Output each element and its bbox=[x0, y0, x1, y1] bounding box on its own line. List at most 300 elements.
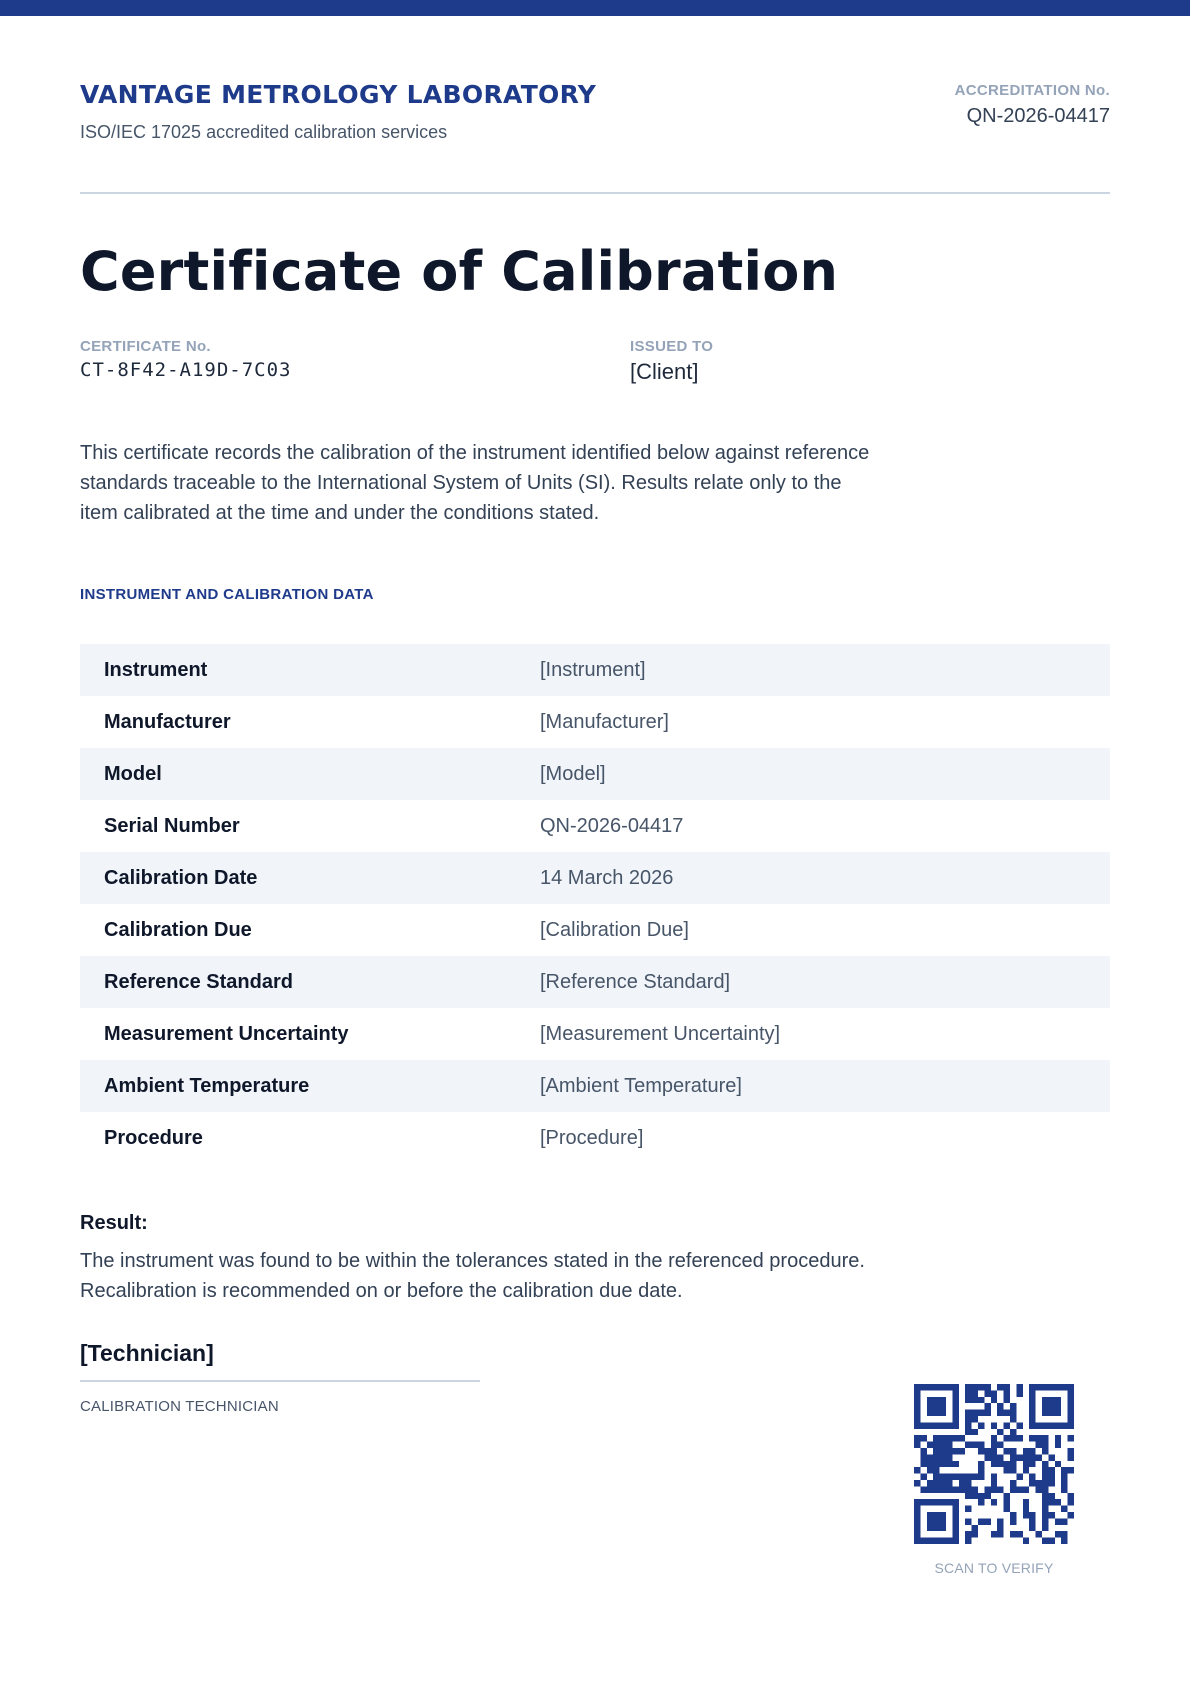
qr-module bbox=[927, 1422, 933, 1428]
qr-module bbox=[984, 1518, 990, 1524]
qr-module bbox=[927, 1461, 933, 1467]
qr-module bbox=[933, 1518, 939, 1524]
qr-module bbox=[984, 1410, 990, 1416]
qr-module bbox=[1042, 1422, 1048, 1428]
qr-module bbox=[940, 1422, 946, 1428]
qr-module bbox=[1061, 1422, 1067, 1428]
qr-module bbox=[1061, 1467, 1067, 1473]
qr-module bbox=[952, 1422, 958, 1428]
lab-tagline: ISO/IEC 17025 accredited calibration services bbox=[80, 122, 448, 142]
qr-module bbox=[972, 1429, 978, 1435]
qr-module bbox=[927, 1454, 933, 1460]
qr-module bbox=[914, 1435, 920, 1441]
qr-module bbox=[1048, 1474, 1054, 1480]
qr-module bbox=[933, 1448, 939, 1454]
qr-module bbox=[1010, 1467, 1016, 1473]
qr-module bbox=[946, 1384, 952, 1390]
qr-module bbox=[933, 1486, 939, 1492]
qr-module bbox=[927, 1384, 933, 1390]
qr-module bbox=[978, 1410, 984, 1416]
row-key: Procedure bbox=[104, 1127, 203, 1149]
qr-module bbox=[914, 1512, 920, 1518]
qr-module bbox=[959, 1474, 965, 1480]
qr-module bbox=[927, 1518, 933, 1524]
qr-module bbox=[1042, 1512, 1048, 1518]
qr-module bbox=[1048, 1454, 1054, 1460]
qr-module bbox=[1036, 1422, 1042, 1428]
qr-module bbox=[927, 1486, 933, 1492]
qr-module bbox=[1023, 1467, 1029, 1473]
qr-module bbox=[1004, 1435, 1010, 1441]
qr-module bbox=[1036, 1435, 1042, 1441]
qr-module bbox=[1004, 1397, 1010, 1403]
qr-module bbox=[1048, 1397, 1054, 1403]
qr-module bbox=[927, 1512, 933, 1518]
qr-module bbox=[997, 1403, 1003, 1409]
qr-module bbox=[1029, 1480, 1035, 1486]
qr-module bbox=[1023, 1499, 1029, 1505]
qr-module bbox=[946, 1461, 952, 1467]
row-key: Measurement Uncertainty bbox=[104, 1023, 349, 1045]
issued-to-block bbox=[630, 338, 713, 385]
qr-module bbox=[965, 1422, 971, 1428]
qr-module bbox=[1042, 1486, 1048, 1492]
qr-module bbox=[965, 1416, 971, 1422]
qr-module bbox=[920, 1538, 926, 1544]
qr-module bbox=[914, 1538, 920, 1544]
qr-module bbox=[1042, 1474, 1048, 1480]
qr-module bbox=[914, 1499, 920, 1505]
qr-module bbox=[1048, 1538, 1054, 1544]
qr-module bbox=[1029, 1390, 1035, 1396]
qr-module bbox=[1016, 1384, 1022, 1390]
qr-module bbox=[914, 1467, 920, 1473]
qr-module bbox=[933, 1525, 939, 1531]
qr-module bbox=[965, 1531, 971, 1537]
qr-module bbox=[1042, 1442, 1048, 1448]
table-row bbox=[80, 1060, 1110, 1112]
qr-module bbox=[1055, 1422, 1061, 1428]
qr-module bbox=[991, 1461, 997, 1467]
qr-module bbox=[1068, 1435, 1074, 1441]
qr-module bbox=[1048, 1480, 1054, 1486]
qr-module bbox=[1042, 1435, 1048, 1441]
qr-module bbox=[959, 1448, 965, 1454]
qr-module bbox=[933, 1397, 939, 1403]
qr-module bbox=[1036, 1454, 1042, 1460]
qr-module bbox=[1029, 1518, 1035, 1524]
qr-module bbox=[933, 1474, 939, 1480]
qr-module bbox=[991, 1474, 997, 1480]
qr-module bbox=[914, 1390, 920, 1396]
qr-module bbox=[1036, 1442, 1042, 1448]
qr-module bbox=[978, 1467, 984, 1473]
qr-module bbox=[1048, 1384, 1054, 1390]
qr-module bbox=[1029, 1474, 1035, 1480]
table-row bbox=[80, 904, 1110, 956]
table-row bbox=[80, 696, 1110, 748]
qr-module bbox=[991, 1454, 997, 1460]
qr-module bbox=[972, 1442, 978, 1448]
qr-module bbox=[991, 1435, 997, 1441]
table-row bbox=[80, 1008, 1110, 1060]
qr-module bbox=[946, 1538, 952, 1544]
qr-module bbox=[965, 1480, 971, 1486]
header-divider bbox=[80, 192, 1110, 194]
qr-module bbox=[914, 1422, 920, 1428]
qr-module bbox=[984, 1493, 990, 1499]
qr-module bbox=[1042, 1493, 1048, 1499]
qr-module bbox=[940, 1538, 946, 1544]
qr-module bbox=[1004, 1422, 1010, 1428]
qr-module bbox=[946, 1448, 952, 1454]
qr-module bbox=[1004, 1493, 1010, 1499]
qr-module bbox=[1016, 1435, 1022, 1441]
qr-module bbox=[914, 1442, 920, 1448]
signature-line bbox=[80, 1380, 480, 1382]
qr-module bbox=[978, 1422, 984, 1428]
qr-module bbox=[959, 1435, 965, 1441]
qr-module bbox=[978, 1461, 984, 1467]
qr-module bbox=[1068, 1467, 1074, 1473]
qr-module bbox=[946, 1499, 952, 1505]
qr-module bbox=[972, 1397, 978, 1403]
qr-module bbox=[927, 1499, 933, 1505]
row-key: Calibration Due bbox=[104, 919, 252, 941]
qr-module bbox=[1010, 1410, 1016, 1416]
qr-module bbox=[1042, 1461, 1048, 1467]
qr-module bbox=[972, 1493, 978, 1499]
qr-module bbox=[927, 1397, 933, 1403]
qr-module bbox=[1055, 1397, 1061, 1403]
header bbox=[80, 80, 1110, 160]
qr-module bbox=[1061, 1531, 1067, 1537]
qr-module bbox=[1061, 1486, 1067, 1492]
row-value: [Calibration Due] bbox=[540, 919, 689, 941]
row-key: Ambient Temperature bbox=[104, 1075, 310, 1097]
qr-module bbox=[1029, 1384, 1035, 1390]
qr-module bbox=[952, 1384, 958, 1390]
qr-module bbox=[1068, 1384, 1074, 1390]
qr-module bbox=[1068, 1416, 1074, 1422]
qr-module bbox=[997, 1518, 1003, 1524]
qr-module bbox=[1055, 1442, 1061, 1448]
qr-module bbox=[1004, 1467, 1010, 1473]
qr-module bbox=[952, 1390, 958, 1396]
qr-module bbox=[991, 1397, 997, 1403]
issued-to-label: ISSUED TO bbox=[630, 338, 714, 355]
qr-module bbox=[933, 1422, 939, 1428]
technician-name: [Technician] bbox=[80, 1340, 214, 1366]
qr-module bbox=[914, 1384, 920, 1390]
qr-module bbox=[920, 1448, 926, 1454]
qr-module bbox=[997, 1486, 1003, 1492]
qr-module bbox=[984, 1390, 990, 1396]
result-label: Result: bbox=[80, 1212, 148, 1234]
qr-module bbox=[1048, 1467, 1054, 1473]
qr-module bbox=[1023, 1506, 1029, 1512]
qr-module bbox=[920, 1499, 926, 1505]
top-accent-bar bbox=[0, 0, 1190, 16]
qr-code-icon[interactable] bbox=[914, 1384, 1074, 1544]
row-value: 14 March 2026 bbox=[540, 867, 674, 889]
qr-module bbox=[1042, 1506, 1048, 1512]
qr-module bbox=[1029, 1448, 1035, 1454]
issued-to-value: [Client] bbox=[630, 359, 699, 384]
qr-module bbox=[952, 1448, 958, 1454]
table-row bbox=[80, 644, 1110, 696]
qr-module bbox=[1042, 1448, 1048, 1454]
qr-module bbox=[1048, 1499, 1054, 1505]
table-row bbox=[80, 852, 1110, 904]
table-row bbox=[80, 956, 1110, 1008]
qr-module bbox=[965, 1384, 971, 1390]
qr-module bbox=[997, 1461, 1003, 1467]
qr-module bbox=[914, 1506, 920, 1512]
accreditation-block bbox=[955, 82, 1110, 128]
qr-module bbox=[952, 1435, 958, 1441]
qr-module bbox=[1010, 1448, 1016, 1454]
qr-module bbox=[1004, 1499, 1010, 1505]
qr-module bbox=[984, 1454, 990, 1460]
qr-module bbox=[1010, 1531, 1016, 1537]
row-key: Calibration Date bbox=[104, 867, 258, 889]
qr-module bbox=[965, 1442, 971, 1448]
qr-module bbox=[1004, 1390, 1010, 1396]
qr-module bbox=[1029, 1461, 1035, 1467]
qr-module bbox=[1036, 1384, 1042, 1390]
qr-module bbox=[1016, 1531, 1022, 1537]
qr-module bbox=[920, 1384, 926, 1390]
accreditation-number: QN-2026-04417 bbox=[966, 105, 1110, 127]
qr-module bbox=[991, 1486, 997, 1492]
qr-module bbox=[991, 1531, 997, 1537]
qr-module bbox=[972, 1486, 978, 1492]
qr-module bbox=[920, 1454, 926, 1460]
qr-module bbox=[946, 1435, 952, 1441]
qr-module bbox=[1042, 1397, 1048, 1403]
qr-module bbox=[946, 1480, 952, 1486]
qr-module bbox=[1068, 1410, 1074, 1416]
qr-module bbox=[959, 1486, 965, 1492]
qr-module bbox=[1004, 1384, 1010, 1390]
qr-module bbox=[1042, 1384, 1048, 1390]
qr-module bbox=[972, 1416, 978, 1422]
qr-module bbox=[927, 1525, 933, 1531]
qr-module bbox=[952, 1538, 958, 1544]
row-value: QN-2026-04417 bbox=[540, 815, 684, 837]
qr-module bbox=[933, 1499, 939, 1505]
qr-module bbox=[978, 1493, 984, 1499]
certificate-number-block bbox=[80, 338, 291, 381]
qr-module bbox=[991, 1422, 997, 1428]
qr-module bbox=[965, 1486, 971, 1492]
qr-module bbox=[1016, 1474, 1022, 1480]
qr-module bbox=[997, 1410, 1003, 1416]
intro-paragraph: This certificate records the calibration of the instrument identified below against reference standards traceable to the International System of Units (SI). Results relate only to the item calibrated at the time and under the conditions stated. bbox=[80, 442, 870, 524]
qr-module bbox=[946, 1442, 952, 1448]
qr-module bbox=[927, 1410, 933, 1416]
qr-module bbox=[1042, 1403, 1048, 1409]
certificate-number-label: CERTIFICATE No. bbox=[80, 338, 211, 355]
qr-module bbox=[940, 1410, 946, 1416]
qr-module bbox=[927, 1442, 933, 1448]
qr-module bbox=[933, 1461, 939, 1467]
certificate-title: Certificate of Calibration bbox=[80, 240, 839, 303]
qr-module bbox=[965, 1506, 971, 1512]
qr-module bbox=[940, 1525, 946, 1531]
qr-module bbox=[997, 1454, 1003, 1460]
qr-module bbox=[914, 1397, 920, 1403]
qr-module bbox=[1016, 1486, 1022, 1492]
qr-module bbox=[914, 1416, 920, 1422]
qr-module bbox=[1029, 1397, 1035, 1403]
qr-module bbox=[965, 1410, 971, 1416]
row-value: [Ambient Temperature] bbox=[540, 1075, 742, 1097]
qr-module bbox=[920, 1422, 926, 1428]
qr-module bbox=[1048, 1512, 1054, 1518]
technician-role: CALIBRATION TECHNICIAN bbox=[80, 1398, 279, 1415]
row-key: Reference Standard bbox=[104, 971, 293, 993]
qr-module bbox=[972, 1384, 978, 1390]
qr-module bbox=[1042, 1480, 1048, 1486]
row-key: Model bbox=[104, 763, 162, 785]
qr-module bbox=[914, 1410, 920, 1416]
qr-module bbox=[1042, 1410, 1048, 1416]
qr-module bbox=[1068, 1448, 1074, 1454]
qr-module bbox=[984, 1403, 990, 1409]
qr-module bbox=[940, 1518, 946, 1524]
table-row bbox=[80, 1112, 1110, 1164]
qr-module bbox=[965, 1538, 971, 1544]
qr-module bbox=[1048, 1403, 1054, 1409]
row-value: [Instrument] bbox=[540, 659, 646, 681]
qr-module bbox=[1010, 1435, 1016, 1441]
qr-module bbox=[1004, 1506, 1010, 1512]
qr-module bbox=[1061, 1384, 1067, 1390]
qr-module bbox=[1029, 1416, 1035, 1422]
qr-module bbox=[965, 1390, 971, 1396]
qr-module bbox=[978, 1448, 984, 1454]
qr-module bbox=[946, 1474, 952, 1480]
qr-module bbox=[1010, 1429, 1016, 1435]
qr-module bbox=[1010, 1416, 1016, 1422]
qr-module bbox=[1004, 1448, 1010, 1454]
qr-module bbox=[1016, 1390, 1022, 1396]
qr-module bbox=[1055, 1403, 1061, 1409]
qr-module bbox=[933, 1384, 939, 1390]
qr-module bbox=[997, 1384, 1003, 1390]
table-row bbox=[80, 800, 1110, 852]
qr-module bbox=[933, 1442, 939, 1448]
qr-module bbox=[997, 1525, 1003, 1531]
row-value: [Model] bbox=[540, 763, 606, 785]
qr-module bbox=[978, 1499, 984, 1505]
qr-module bbox=[997, 1429, 1003, 1435]
qr-module bbox=[1036, 1486, 1042, 1492]
qr-module bbox=[1010, 1454, 1016, 1460]
qr-module bbox=[933, 1480, 939, 1486]
qr-module bbox=[946, 1486, 952, 1492]
qr-module bbox=[952, 1506, 958, 1512]
qr-module bbox=[972, 1474, 978, 1480]
qr-module bbox=[1029, 1410, 1035, 1416]
row-key: Instrument bbox=[104, 659, 208, 681]
qr-module bbox=[1023, 1454, 1029, 1460]
row-value: [Measurement Uncertainty] bbox=[540, 1023, 781, 1045]
qr-module bbox=[1042, 1499, 1048, 1505]
qr-module bbox=[940, 1499, 946, 1505]
qr-module bbox=[946, 1422, 952, 1428]
qr-module bbox=[927, 1538, 933, 1544]
qr-module bbox=[940, 1397, 946, 1403]
row-key: Manufacturer bbox=[104, 711, 231, 733]
qr-module bbox=[1036, 1480, 1042, 1486]
qr-module bbox=[1004, 1410, 1010, 1416]
qr-module bbox=[1016, 1422, 1022, 1428]
qr-module bbox=[920, 1435, 926, 1441]
qr-module bbox=[1055, 1410, 1061, 1416]
qr-module bbox=[933, 1403, 939, 1409]
qr-module bbox=[972, 1390, 978, 1396]
qr-module bbox=[927, 1403, 933, 1409]
qr-module bbox=[1023, 1538, 1029, 1544]
qr-module bbox=[978, 1474, 984, 1480]
qr-module bbox=[1055, 1518, 1061, 1524]
qr-module bbox=[1036, 1531, 1042, 1537]
qr-module bbox=[978, 1384, 984, 1390]
qr-module bbox=[920, 1474, 926, 1480]
qr-module bbox=[1042, 1467, 1048, 1473]
qr-module bbox=[997, 1442, 1003, 1448]
qr-module bbox=[1023, 1512, 1029, 1518]
qr-module bbox=[1023, 1461, 1029, 1467]
qr-module bbox=[940, 1384, 946, 1390]
qr-module bbox=[965, 1493, 971, 1499]
qr-module bbox=[1023, 1448, 1029, 1454]
qr-module bbox=[1048, 1410, 1054, 1416]
qr-module bbox=[920, 1461, 926, 1467]
qr-module bbox=[940, 1486, 946, 1492]
qr-module bbox=[1068, 1493, 1074, 1499]
qr-module bbox=[1068, 1422, 1074, 1428]
qr-caption: SCAN TO VERIFY bbox=[934, 1560, 1054, 1576]
qr-module bbox=[933, 1454, 939, 1460]
qr-module bbox=[1029, 1435, 1035, 1441]
qr-module bbox=[1055, 1461, 1061, 1467]
qr-module bbox=[972, 1525, 978, 1531]
lab-name: VANTAGE METROLOGY LABORATORY bbox=[80, 80, 597, 109]
qr-module bbox=[952, 1531, 958, 1537]
qr-module bbox=[1029, 1525, 1035, 1531]
qr-module bbox=[933, 1467, 939, 1473]
qr-module bbox=[1004, 1461, 1010, 1467]
qr-module bbox=[997, 1531, 1003, 1537]
qr-module bbox=[933, 1410, 939, 1416]
qr-module bbox=[952, 1525, 958, 1531]
qr-module bbox=[940, 1480, 946, 1486]
qr-module bbox=[1055, 1499, 1061, 1505]
qr-module bbox=[972, 1410, 978, 1416]
qr-module bbox=[1055, 1435, 1061, 1441]
qr-module bbox=[984, 1384, 990, 1390]
qr-module bbox=[1029, 1422, 1035, 1428]
table-row bbox=[80, 748, 1110, 800]
qr-module bbox=[1068, 1390, 1074, 1396]
qr-module bbox=[952, 1403, 958, 1409]
qr-module bbox=[940, 1442, 946, 1448]
qr-module bbox=[1061, 1518, 1067, 1524]
